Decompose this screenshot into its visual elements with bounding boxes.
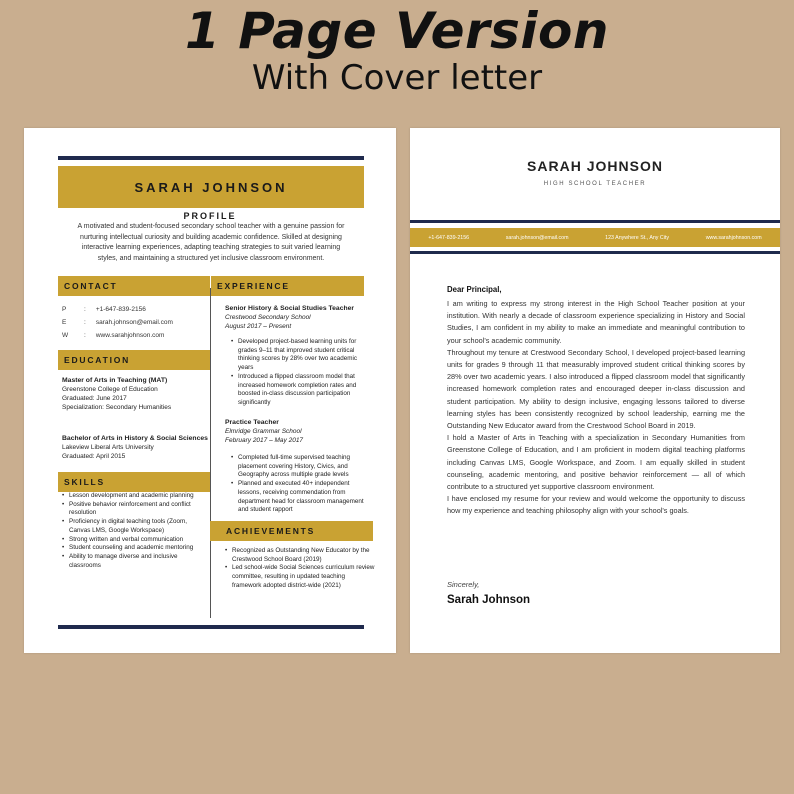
achievements-list bbox=[225, 547, 375, 591]
cover-paragraph: I have enclosed my resume for your review and would welcome the opportunity to discuss how my experience and teaching philosophy align with your school's goals. bbox=[447, 494, 745, 516]
profile-heading: PROFILE bbox=[183, 211, 237, 221]
banner-title: 1 Page Version bbox=[185, 2, 609, 60]
cover-role: HIGH SCHOOL TEACHER bbox=[543, 181, 647, 187]
experience-heading: EXPERIENCE bbox=[211, 276, 364, 296]
experience-job: Senior History & Social Studies Teacher Crestwood Secondary School August 2017 – Present bbox=[225, 305, 355, 330]
list-item: • Planned and executed 40+ independent lessons, receiving commendation from department head for classroom management and student rapport bbox=[231, 480, 366, 515]
cover-contact-bar bbox=[410, 228, 780, 247]
resume-name: SARAH JOHNSON bbox=[58, 166, 364, 208]
cover-letter-page bbox=[410, 128, 780, 653]
contact-website: W : www.sarahjohnson.com bbox=[62, 332, 165, 339]
banner-subtitle: With Cover letter bbox=[251, 58, 543, 98]
cover-paragraph: I am writing to express my strong interest in the High School Teacher position at your institution. With nearly a decade of classroom experience specializing in History and Social Studies, I am confident in my ability to make an immediate and meaningful contribution to your school's academic community. bbox=[447, 299, 745, 345]
list-item: • Student counseling and academic mentoring bbox=[62, 544, 202, 553]
resume-page bbox=[24, 128, 396, 653]
top-divider bbox=[58, 156, 364, 160]
experience-job: Practice Teacher Elmridge Grammar School February 2017 – May 2017 bbox=[225, 419, 304, 444]
cover-website: www.sarahjohnson.com bbox=[705, 234, 762, 241]
cover-phone: +1-647-839-2156 bbox=[428, 234, 470, 241]
list-item: • Strong written and verbal communication bbox=[62, 536, 202, 545]
list-item: • Positive behavior reinforcement and conflict resolution bbox=[62, 501, 202, 518]
cover-email: sarah.johnson@email.com bbox=[505, 234, 569, 241]
skills-heading: SKILLS bbox=[58, 472, 210, 492]
education-entry: Master of Arts in Teaching (MAT) Greenstone College of Education Graduated: June 2017 Specialization: Secondary Humanities bbox=[62, 377, 172, 411]
list-item: • Proficiency in digital teaching tools (Zoom, Canvas LMS, Google Workspace) bbox=[62, 518, 202, 535]
cover-top-divider bbox=[410, 220, 780, 223]
education-entry: Bachelor of Arts in History & Social Sciences Lakeview Liberal Arts University Graduated: April 2015 bbox=[62, 435, 208, 460]
list-item: • Led school-wide Social Sciences curriculum review committee, resulting in updated teaching framework adopted district-wide (2021) bbox=[225, 564, 375, 590]
list-item: • Lesson development and academic planning bbox=[62, 492, 202, 501]
cover-paragraph: Throughout my tenure at Crestwood Secondary School, I developed project-based learning units for grades 9 through 11 that measurably improved student critical thinking scores by 28% over two academic years. I also introduced a flipped classroom model that significantly increased homework completion rates and encouraged deeper in-class discussion and student participation. My ability to design inclusive, engaging lessons tailored to diverse learning styles has been consistently recognized by school leadership, earning me the Outstanding New Educator award from the Crestwood School Board in 2019. bbox=[447, 347, 745, 431]
cover-bottom-divider bbox=[410, 251, 780, 254]
list-item: • Completed full-time supervised teaching placement covering History, Civics, and Geography across multiple grade levels bbox=[231, 454, 366, 480]
education-heading: EDUCATION bbox=[58, 350, 210, 370]
list-item: • Developed project-based learning units for grades 9–11 that improved student critical thinking scores by 28% over two academic years bbox=[231, 338, 366, 373]
cover-body bbox=[447, 298, 745, 518]
contact-phone: P : +1-647-839-2156 bbox=[62, 306, 146, 313]
cover-address: 123 Anywhere St., Any City bbox=[605, 234, 670, 241]
list-item: • Introduced a flipped classroom model that increased homework completion rates and boosted in-class discussion participation significantly bbox=[231, 373, 366, 408]
skills-list bbox=[62, 492, 202, 570]
contact-heading: CONTACT bbox=[58, 276, 210, 296]
cover-paragraph: I hold a Master of Arts in Teaching with a specialization in Secondary Humanities from Greenstone College of Education, and I am proficient in modern digital teaching platforms including Canvas LMS, Google Workspace, and Zoom. I am equally skilled in student counseling, academic mentoring, and positive behavior reinforcement — all of which contribute to a structured yet supportive classroom environment. bbox=[447, 433, 745, 492]
experience-bullets bbox=[231, 454, 366, 515]
bottom-divider bbox=[58, 625, 364, 629]
cover-greeting: Dear Principal, bbox=[447, 285, 502, 294]
cover-name: SARAH JOHNSON bbox=[527, 158, 663, 174]
experience-bullets bbox=[231, 338, 366, 408]
cover-signature: Sarah Johnson bbox=[447, 594, 531, 606]
profile-text: A motivated and student-focused secondary school teacher with a genuine passion for nurturing intellectual curiosity and building academic confidence. Skilled at designing interactive learning experiences, adapting teaching strategies to suit varied learning styles, and maintaining a structured yet inclusive classroom environment. bbox=[77, 223, 345, 262]
contact-email: E : sarah.johnson@email.com bbox=[62, 319, 173, 326]
list-item: • Ability to manage diverse and inclusive classrooms bbox=[62, 553, 202, 570]
cover-closing: Sincerely, bbox=[447, 580, 480, 589]
achievements-heading: ACHIEVEMENTS bbox=[210, 521, 373, 541]
list-item: • Recognized as Outstanding New Educator by the Crestwood School Board (2019) bbox=[225, 547, 375, 564]
